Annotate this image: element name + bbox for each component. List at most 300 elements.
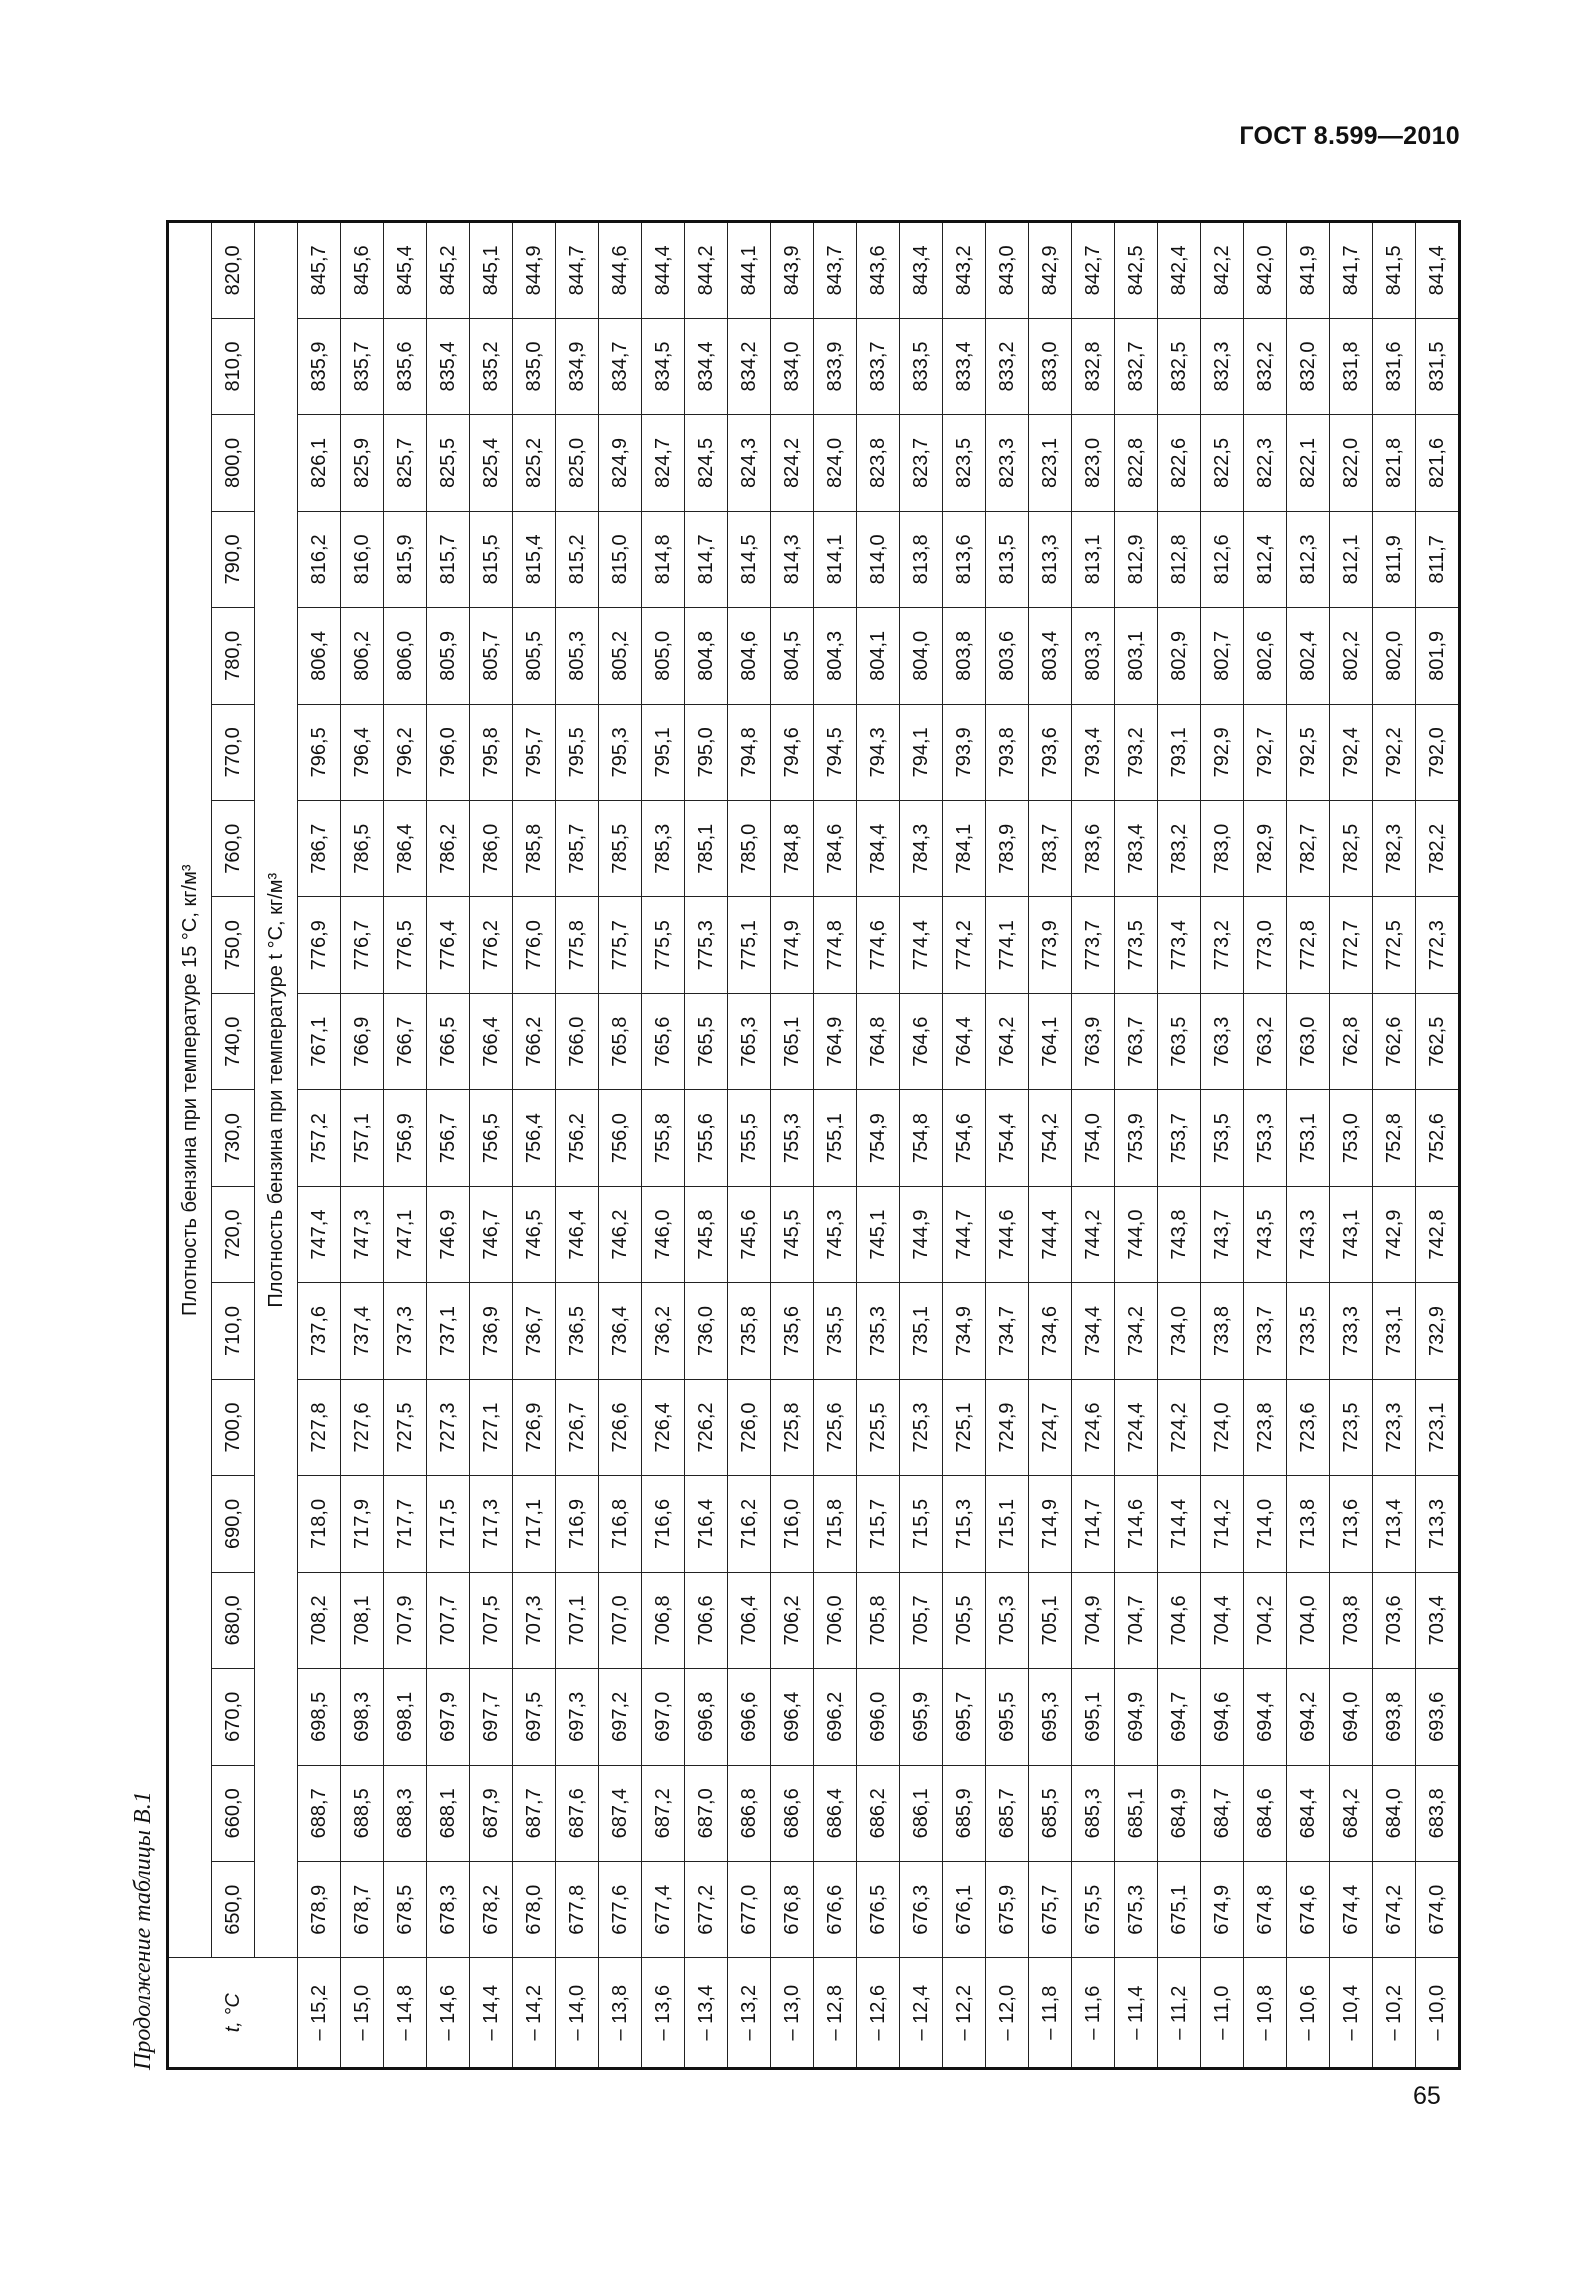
density-cell: 811,9 [1373, 511, 1416, 607]
density-cell: 737,1 [427, 1283, 470, 1379]
density-cell: 815,0 [599, 511, 642, 607]
density-cell: 842,7 [1072, 222, 1115, 319]
density-cell: 803,3 [1072, 608, 1115, 704]
density-cell: 782,2 [1416, 801, 1460, 897]
density-cell: 687,2 [642, 1765, 685, 1861]
density-cell: 675,1 [1158, 1862, 1201, 1958]
density-cell: 792,9 [1201, 704, 1244, 800]
density-cell: 835,6 [384, 318, 427, 414]
density-cell: 775,7 [599, 897, 642, 993]
density-cell: 715,5 [900, 1476, 943, 1572]
density-cell: 754,0 [1072, 1090, 1115, 1186]
density-cell: 725,8 [771, 1379, 814, 1475]
density-cell: 755,8 [642, 1090, 685, 1186]
density-cell: 674,4 [1330, 1862, 1373, 1958]
density-cell: 717,1 [513, 1476, 556, 1572]
density-cell: 695,9 [900, 1669, 943, 1765]
density-cell: 717,3 [470, 1476, 513, 1572]
density-cell: 844,2 [685, 222, 728, 319]
density-header-cell: 800,0 [212, 415, 255, 511]
density-cell: 774,8 [814, 897, 857, 993]
density-cell: 793,8 [986, 704, 1029, 800]
density-cell: 705,8 [857, 1572, 900, 1668]
density-cell: 753,1 [1287, 1090, 1330, 1186]
table-row [1244, 222, 1287, 2069]
density-cell: 812,3 [1287, 511, 1330, 607]
temperature-cell: – 10,2 [1373, 1958, 1416, 2069]
density-cell: 802,7 [1201, 608, 1244, 704]
density-cell: 835,2 [470, 318, 513, 414]
density-cell: 744,6 [986, 1186, 1029, 1282]
density-cell: 784,4 [857, 801, 900, 897]
density-cell: 687,6 [556, 1765, 599, 1861]
density-header-cell: 790,0 [212, 511, 255, 607]
density-cell: 674,6 [1287, 1862, 1330, 1958]
temperature-cell: – 10,4 [1330, 1958, 1373, 2069]
density-cell: 786,5 [341, 801, 384, 897]
temperature-cell: – 13,0 [771, 1958, 814, 2069]
density-cell: 774,2 [943, 897, 986, 993]
density-cell: 764,9 [814, 993, 857, 1089]
density-cell: 675,7 [1029, 1862, 1072, 1958]
density-cell: 804,3 [814, 608, 857, 704]
density-cell: 783,2 [1158, 801, 1201, 897]
density-cell: 737,3 [384, 1283, 427, 1379]
density-cell: 806,2 [341, 608, 384, 704]
temperature-cell: – 10,8 [1244, 1958, 1287, 2069]
density-cell: 783,7 [1029, 801, 1072, 897]
density-header-cell: 820,0 [212, 222, 255, 319]
density-cell: 842,4 [1158, 222, 1201, 319]
density-cell: 727,5 [384, 1379, 427, 1475]
density-cell: 844,7 [556, 222, 599, 319]
density-cell: 734,7 [986, 1283, 1029, 1379]
density-cell: 685,3 [1072, 1765, 1115, 1861]
density-cell: 823,8 [857, 415, 900, 511]
density-cell: 704,6 [1158, 1572, 1201, 1668]
density-cell: 764,1 [1029, 993, 1072, 1089]
density-cell: 745,8 [685, 1186, 728, 1282]
density-cell: 782,3 [1373, 801, 1416, 897]
density-cell: 842,0 [1244, 222, 1287, 319]
density-cell: 707,5 [470, 1572, 513, 1668]
density-cell: 845,6 [341, 222, 384, 319]
density-cell: 813,6 [943, 511, 986, 607]
table-row [384, 222, 427, 2069]
density-cell: 782,9 [1244, 801, 1287, 897]
density-cell: 724,6 [1072, 1379, 1115, 1475]
density-cell: 783,0 [1201, 801, 1244, 897]
density-cell: 696,6 [728, 1669, 771, 1765]
density-cell: 716,8 [599, 1476, 642, 1572]
table-row [771, 222, 814, 2069]
table-row [470, 222, 513, 2069]
density-cell: 746,0 [642, 1186, 685, 1282]
density-cell: 823,0 [1072, 415, 1115, 511]
density-cell: 766,2 [513, 993, 556, 1089]
density-cell: 716,4 [685, 1476, 728, 1572]
density-cell: 815,2 [556, 511, 599, 607]
density-cell: 704,4 [1201, 1572, 1244, 1668]
density-cell: 678,5 [384, 1862, 427, 1958]
table-row [298, 222, 341, 2069]
density-cell: 726,9 [513, 1379, 556, 1475]
density-cell: 775,3 [685, 897, 728, 993]
density-cell: 756,0 [599, 1090, 642, 1186]
density-cell: 674,0 [1416, 1862, 1460, 1958]
density-cell: 744,7 [943, 1186, 986, 1282]
density-cell: 763,5 [1158, 993, 1201, 1089]
density-cell: 745,3 [814, 1186, 857, 1282]
density-cell: 814,8 [642, 511, 685, 607]
density-cell: 805,3 [556, 608, 599, 704]
density-cell: 821,6 [1416, 415, 1460, 511]
density-header-cell: 810,0 [212, 318, 255, 414]
density-cell: 685,1 [1115, 1765, 1158, 1861]
density-cell: 736,9 [470, 1283, 513, 1379]
density-cell: 766,7 [384, 993, 427, 1089]
density-cell: 822,8 [1115, 415, 1158, 511]
density-cell: 834,0 [771, 318, 814, 414]
table-row [1072, 222, 1115, 2069]
density-cell: 714,7 [1072, 1476, 1115, 1572]
density-cell: 676,1 [943, 1862, 986, 1958]
density-cell: 822,1 [1287, 415, 1330, 511]
density-cell: 792,0 [1416, 704, 1460, 800]
density-cell: 715,1 [986, 1476, 1029, 1572]
density-cell: 687,4 [599, 1765, 642, 1861]
density-cell: 762,8 [1330, 993, 1373, 1089]
density-cell: 762,5 [1416, 993, 1460, 1089]
density-cell: 703,8 [1330, 1572, 1373, 1668]
density-cell: 734,4 [1072, 1283, 1115, 1379]
density-cell: 686,8 [728, 1765, 771, 1861]
density-cell: 718,0 [298, 1476, 341, 1572]
group-header-15c: Плотность бензина при температуре 15 °C, кг/м³ [168, 222, 212, 1958]
temperature-cell: – 12,2 [943, 1958, 986, 2069]
density-cell: 684,0 [1373, 1765, 1416, 1861]
density-cell: 782,5 [1330, 801, 1373, 897]
density-cell: 733,8 [1201, 1283, 1244, 1379]
density-cell: 724,4 [1115, 1379, 1158, 1475]
table-row [1330, 222, 1373, 2069]
density-cell: 684,6 [1244, 1765, 1287, 1861]
density-cell: 694,9 [1115, 1669, 1158, 1765]
density-cell: 783,9 [986, 801, 1029, 897]
density-cell: 743,5 [1244, 1186, 1287, 1282]
density-cell: 726,7 [556, 1379, 599, 1475]
density-cell: 753,9 [1115, 1090, 1158, 1186]
density-cell: 755,5 [728, 1090, 771, 1186]
density-cell: 776,0 [513, 897, 556, 993]
density-cell: 704,2 [1244, 1572, 1287, 1668]
density-cell: 794,6 [771, 704, 814, 800]
density-cell: 792,2 [1373, 704, 1416, 800]
density-cell: 831,6 [1373, 318, 1416, 414]
density-cell: 746,5 [513, 1186, 556, 1282]
density-cell: 825,9 [341, 415, 384, 511]
density-cell: 674,9 [1201, 1862, 1244, 1958]
density-cell: 824,0 [814, 415, 857, 511]
table-caption: Продолжение таблицы В.1 [130, 1791, 156, 2070]
density-cell: 742,8 [1416, 1186, 1460, 1282]
density-cell: 723,6 [1287, 1379, 1330, 1475]
density-cell: 698,1 [384, 1669, 427, 1765]
density-cell: 697,9 [427, 1669, 470, 1765]
density-cell: 694,4 [1244, 1669, 1287, 1765]
density-cell: 684,7 [1201, 1765, 1244, 1861]
density-cell: 737,4 [341, 1283, 384, 1379]
density-cell: 747,1 [384, 1186, 427, 1282]
density-cell: 786,7 [298, 801, 341, 897]
density-cell: 795,3 [599, 704, 642, 800]
density-cell: 772,5 [1373, 897, 1416, 993]
temperature-cell: – 13,2 [728, 1958, 771, 2069]
density-cell: 803,8 [943, 608, 986, 704]
density-cell: 765,5 [685, 993, 728, 1089]
density-cell: 767,1 [298, 993, 341, 1089]
temperature-cell: – 12,0 [986, 1958, 1029, 2069]
density-cell: 677,2 [685, 1862, 728, 1958]
density-cell: 733,5 [1287, 1283, 1330, 1379]
density-cell: 825,7 [384, 415, 427, 511]
density-cell: 694,0 [1330, 1669, 1373, 1765]
density-cell: 785,7 [556, 801, 599, 897]
density-cell: 774,1 [986, 897, 1029, 993]
temperature-cell: – 11,8 [1029, 1958, 1072, 2069]
density-cell: 708,2 [298, 1572, 341, 1668]
density-cell: 814,1 [814, 511, 857, 607]
density-cell: 674,8 [1244, 1862, 1287, 1958]
temperature-cell: – 12,6 [857, 1958, 900, 2069]
density-cell: 687,0 [685, 1765, 728, 1861]
density-cell: 832,0 [1287, 318, 1330, 414]
density-cell: 765,6 [642, 993, 685, 1089]
col-header-t: t, °C [168, 1958, 298, 2069]
density-cell: 775,5 [642, 897, 685, 993]
density-cell: 821,8 [1373, 415, 1416, 511]
density-cell: 726,4 [642, 1379, 685, 1475]
density-cell: 803,1 [1115, 608, 1158, 704]
density-cell: 795,7 [513, 704, 556, 800]
density-cell: 783,4 [1115, 801, 1158, 897]
table-row [341, 222, 384, 2069]
density-cell: 725,6 [814, 1379, 857, 1475]
density-cell: 745,1 [857, 1186, 900, 1282]
temperature-cell: – 15,2 [298, 1958, 341, 2069]
density-cell: 684,2 [1330, 1765, 1373, 1861]
density-cell: 754,4 [986, 1090, 1029, 1186]
density-cell: 824,3 [728, 415, 771, 511]
density-cell: 707,0 [599, 1572, 642, 1668]
density-cell: 784,1 [943, 801, 986, 897]
density-cell: 796,5 [298, 704, 341, 800]
density-cell: 784,6 [814, 801, 857, 897]
density-cell: 802,4 [1287, 608, 1330, 704]
density-cell: 843,9 [771, 222, 814, 319]
density-cell: 715,8 [814, 1476, 857, 1572]
density-cell: 845,2 [427, 222, 470, 319]
density-cell: 756,2 [556, 1090, 599, 1186]
density-cell: 832,8 [1072, 318, 1115, 414]
density-cell: 804,5 [771, 608, 814, 704]
density-cell: 795,5 [556, 704, 599, 800]
density-cell: 705,5 [943, 1572, 986, 1668]
density-cell: 843,6 [857, 222, 900, 319]
density-cell: 764,2 [986, 993, 1029, 1089]
density-cell: 785,0 [728, 801, 771, 897]
density-cell: 795,8 [470, 704, 513, 800]
density-cell: 677,6 [599, 1862, 642, 1958]
density-cell: 716,2 [728, 1476, 771, 1572]
density-cell: 677,8 [556, 1862, 599, 1958]
density-cell: 795,0 [685, 704, 728, 800]
density-header-cell: 740,0 [212, 993, 255, 1089]
density-header-cell: 780,0 [212, 608, 255, 704]
density-cell: 815,7 [427, 511, 470, 607]
density-cell: 776,7 [341, 897, 384, 993]
density-cell: 814,3 [771, 511, 814, 607]
table-row [1373, 222, 1416, 2069]
density-cell: 812,4 [1244, 511, 1287, 607]
density-cell: 765,1 [771, 993, 814, 1089]
density-cell: 736,0 [685, 1283, 728, 1379]
density-cell: 793,9 [943, 704, 986, 800]
density-cell: 746,9 [427, 1186, 470, 1282]
density-cell: 676,3 [900, 1862, 943, 1958]
temperature-cell: – 11,4 [1115, 1958, 1158, 2069]
density-cell: 792,5 [1287, 704, 1330, 800]
density-cell: 677,0 [728, 1862, 771, 1958]
density-cell: 812,6 [1201, 511, 1244, 607]
density-cell: 723,3 [1373, 1379, 1416, 1475]
density-cell: 725,5 [857, 1379, 900, 1475]
density-cell: 794,8 [728, 704, 771, 800]
table-row [900, 222, 943, 2069]
density-cell: 833,4 [943, 318, 986, 414]
table-row [556, 222, 599, 2069]
density-cell: 743,1 [1330, 1186, 1373, 1282]
density-cell: 813,1 [1072, 511, 1115, 607]
density-header-cell: 650,0 [212, 1862, 255, 1958]
density-cell: 706,4 [728, 1572, 771, 1668]
density-table [166, 220, 1461, 2070]
density-header-cell: 770,0 [212, 704, 255, 800]
density-cell: 816,2 [298, 511, 341, 607]
density-cell: 707,1 [556, 1572, 599, 1668]
density-cell: 754,9 [857, 1090, 900, 1186]
density-cell: 678,9 [298, 1862, 341, 1958]
density-cell: 723,1 [1416, 1379, 1460, 1475]
density-cell: 766,0 [556, 993, 599, 1089]
density-cell: 794,3 [857, 704, 900, 800]
density-cell: 697,3 [556, 1669, 599, 1765]
density-cell: 726,0 [728, 1379, 771, 1475]
density-cell: 693,6 [1416, 1669, 1460, 1765]
density-cell: 678,0 [513, 1862, 556, 1958]
density-cell: 735,5 [814, 1283, 857, 1379]
density-cell: 744,9 [900, 1186, 943, 1282]
density-cell: 793,6 [1029, 704, 1072, 800]
temperature-cell: – 13,6 [642, 1958, 685, 2069]
table-row [513, 222, 556, 2069]
density-cell: 765,3 [728, 993, 771, 1089]
density-cell: 772,8 [1287, 897, 1330, 993]
density-cell: 792,7 [1244, 704, 1287, 800]
density-cell: 715,7 [857, 1476, 900, 1572]
density-cell: 693,8 [1373, 1669, 1416, 1765]
density-cell: 815,5 [470, 511, 513, 607]
density-cell: 763,3 [1201, 993, 1244, 1089]
density-cell: 823,1 [1029, 415, 1072, 511]
density-cell: 732,9 [1416, 1283, 1460, 1379]
density-cell: 704,7 [1115, 1572, 1158, 1668]
density-cell: 835,4 [427, 318, 470, 414]
density-cell: 735,3 [857, 1283, 900, 1379]
density-cell: 832,7 [1115, 318, 1158, 414]
density-cell: 776,4 [427, 897, 470, 993]
density-cell: 833,9 [814, 318, 857, 414]
density-cell: 705,7 [900, 1572, 943, 1668]
density-cell: 796,0 [427, 704, 470, 800]
density-cell: 688,7 [298, 1765, 341, 1861]
density-cell: 687,7 [513, 1765, 556, 1861]
density-cell: 814,7 [685, 511, 728, 607]
density-cell: 733,7 [1244, 1283, 1287, 1379]
density-cell: 726,6 [599, 1379, 642, 1475]
density-cell: 773,4 [1158, 897, 1201, 993]
density-cell: 841,7 [1330, 222, 1373, 319]
density-cell: 725,1 [943, 1379, 986, 1475]
table-row [1029, 222, 1072, 2069]
density-cell: 685,9 [943, 1765, 986, 1861]
density-cell: 716,0 [771, 1476, 814, 1572]
density-cell: 841,4 [1416, 222, 1460, 319]
density-cell: 843,4 [900, 222, 943, 319]
density-header-cell: 680,0 [212, 1572, 255, 1668]
density-cell: 842,5 [1115, 222, 1158, 319]
density-cell: 734,9 [943, 1283, 986, 1379]
density-cell: 804,8 [685, 608, 728, 704]
density-cell: 675,9 [986, 1862, 1029, 1958]
density-cell: 724,0 [1201, 1379, 1244, 1475]
density-cell: 844,1 [728, 222, 771, 319]
table-row [1201, 222, 1244, 2069]
density-cell: 703,4 [1416, 1572, 1460, 1668]
density-header-cell: 720,0 [212, 1186, 255, 1282]
density-cell: 743,8 [1158, 1186, 1201, 1282]
density-cell: 804,0 [900, 608, 943, 704]
density-cell: 773,5 [1115, 897, 1158, 993]
density-cell: 832,5 [1158, 318, 1201, 414]
table-row [857, 222, 900, 2069]
density-cell: 805,5 [513, 608, 556, 704]
temperature-cell: – 11,2 [1158, 1958, 1201, 2069]
density-cell: 835,9 [298, 318, 341, 414]
table-row [1115, 222, 1158, 2069]
density-header-cell: 730,0 [212, 1090, 255, 1186]
density-cell: 688,5 [341, 1765, 384, 1861]
density-cell: 825,4 [470, 415, 513, 511]
density-cell: 784,3 [900, 801, 943, 897]
density-cell: 714,2 [1201, 1476, 1244, 1572]
density-cell: 706,8 [642, 1572, 685, 1668]
density-cell: 805,9 [427, 608, 470, 704]
density-cell: 675,3 [1115, 1862, 1158, 1958]
table-row [986, 222, 1029, 2069]
density-cell: 833,5 [900, 318, 943, 414]
density-cell: 753,0 [1330, 1090, 1373, 1186]
